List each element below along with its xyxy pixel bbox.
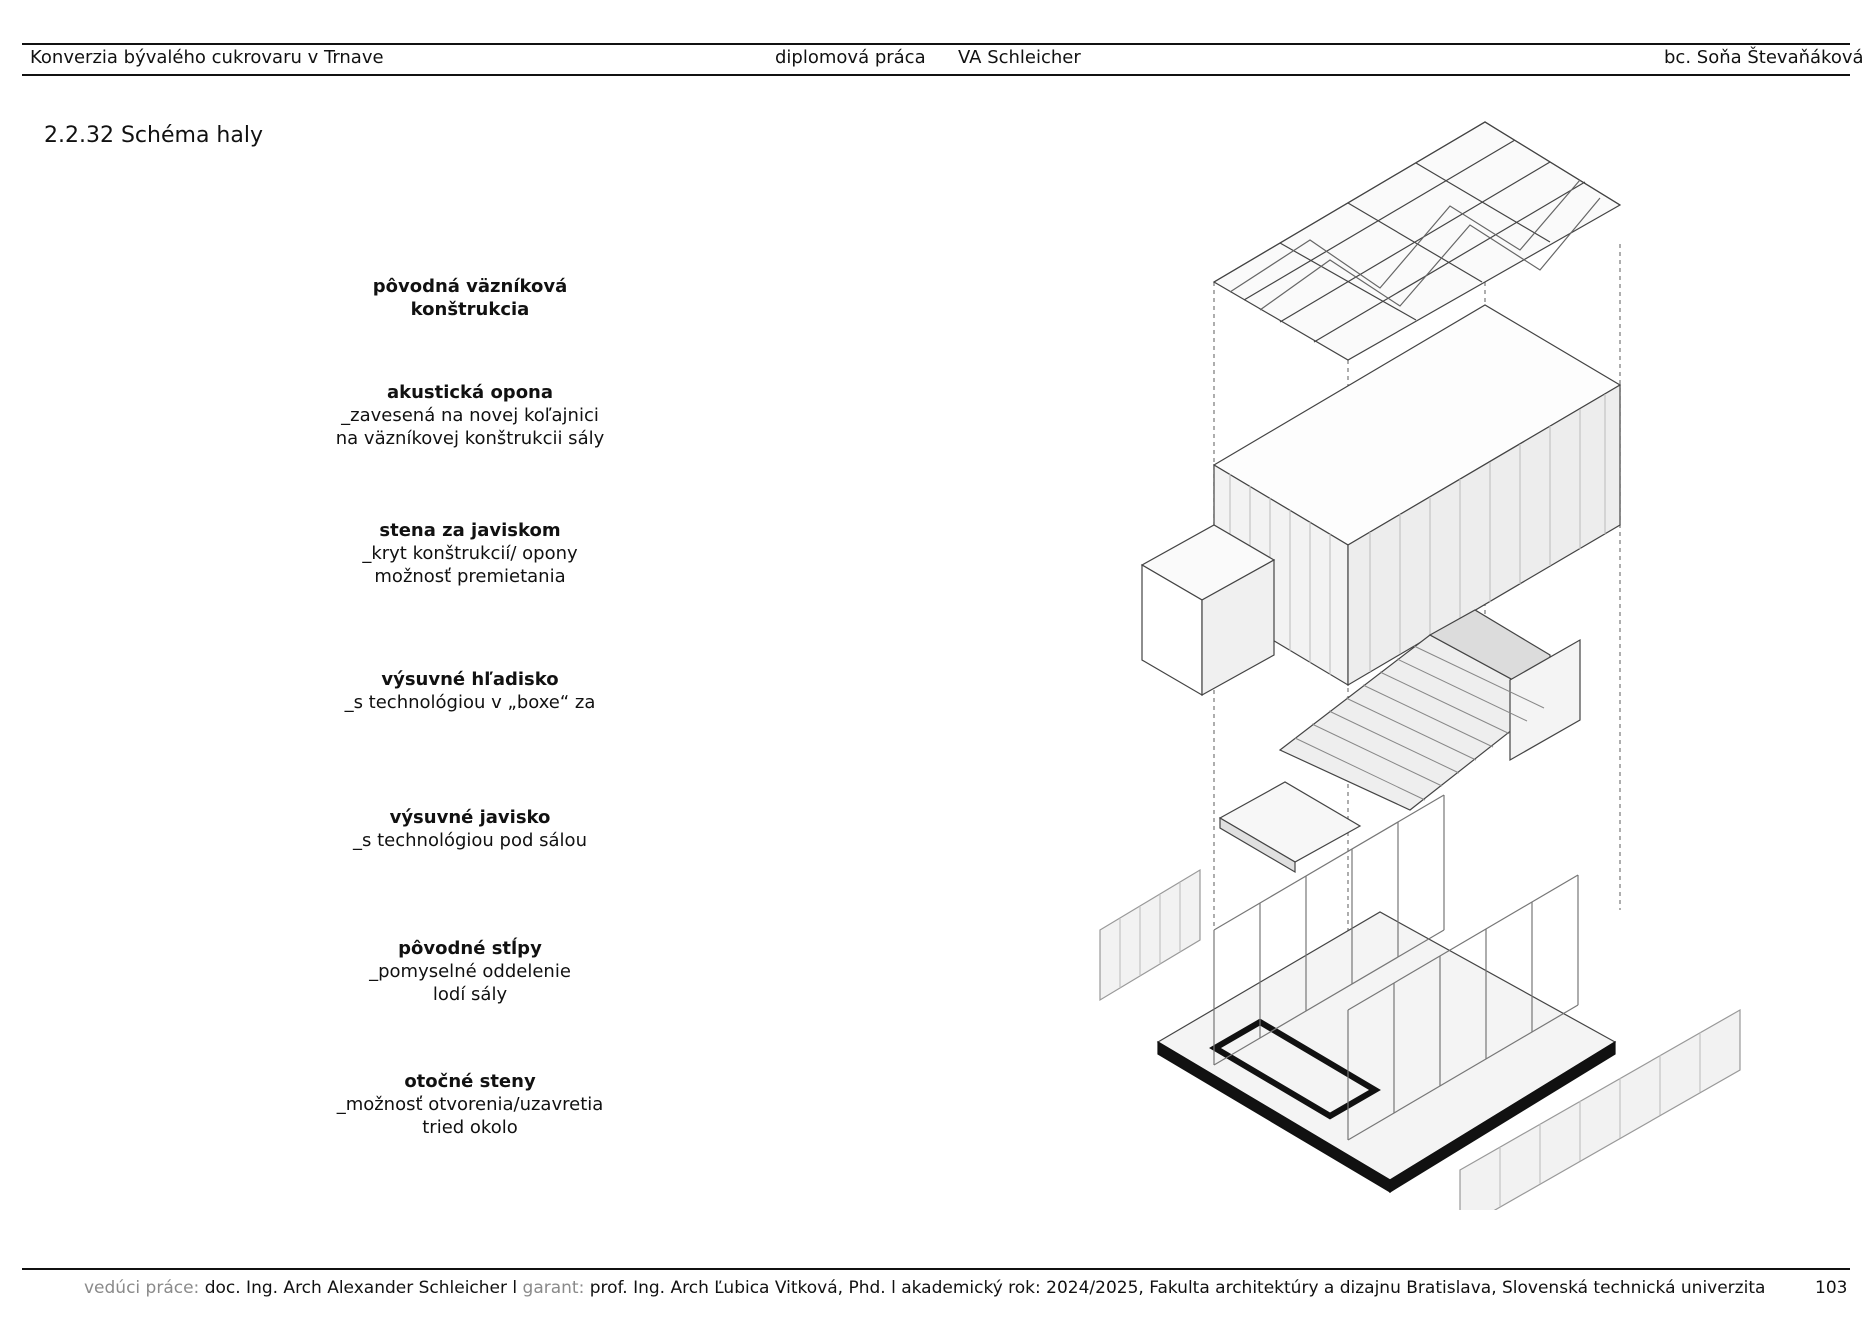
- label-title: stena za javiskom: [379, 520, 561, 541]
- label-line: lodí sály: [432, 984, 508, 1005]
- label-back-wall: [320, 519, 620, 588]
- back-wall: [1142, 525, 1274, 695]
- footer-supervisor: doc. Ing. Arch Alexander Schleicher l: [204, 1278, 523, 1298]
- footer-credits: [84, 1278, 1765, 1298]
- roof-truss: [1214, 122, 1620, 360]
- label-title: pôvodná väzníková konštrukcia: [372, 276, 568, 320]
- label-columns: [320, 937, 620, 1006]
- label-stage: [320, 806, 620, 852]
- label-title: pôvodné stĺpy: [398, 938, 542, 959]
- label-auditorium: [320, 668, 620, 714]
- label-line: _možnosť otvorenia/uzavretia: [336, 1094, 604, 1115]
- header-top-rule: [22, 43, 1850, 45]
- exploded-axonometric-diagram: [1080, 110, 1760, 1210]
- label-line: tried okolo: [422, 1117, 518, 1138]
- label-line: _zavesená na novej koľajnici: [341, 405, 599, 426]
- footer-guarantor-label: garant:: [522, 1278, 590, 1298]
- label-line: _s technológiou v „boxe“ za: [344, 692, 596, 713]
- header-author: bc. Soňa Števaňáková: [1664, 47, 1864, 68]
- label-title: výsuvné javisko: [389, 807, 551, 828]
- footer-supervisor-label: vedúci práce:: [84, 1278, 205, 1298]
- label-title: akustická opona: [386, 382, 554, 403]
- footer-guarantor: prof. Ing. Arch Ľubica Vitková, Phd. l akademický rok: 2024/2025, Fakulta architektúry a dizajnu Bratislava, Slovenská technická univerzita: [589, 1278, 1766, 1298]
- label-line: možnosť premietania: [374, 566, 566, 587]
- acoustic-curtain: [1214, 305, 1620, 685]
- label-line: _kryt konštrukcií/ opony: [362, 543, 578, 564]
- header-thesis-type: diplomová práca: [775, 47, 926, 68]
- label-truss: [320, 275, 620, 321]
- header-studio: VA Schleicher: [958, 47, 1081, 68]
- header-project-title: Konverzia bývalého cukrovaru v Trnave: [30, 47, 384, 68]
- page-number: 103: [1815, 1278, 1848, 1298]
- label-rotating-walls: [320, 1070, 620, 1139]
- label-line: _pomyselné oddelenie: [369, 961, 571, 982]
- label-title: otočné steny: [404, 1071, 536, 1092]
- label-line: _s technológiou pod sálou: [353, 830, 587, 851]
- label-title: výsuvné hľadisko: [381, 669, 559, 690]
- retractable-stage: [1220, 782, 1360, 872]
- label-line: na väzníkovej konštrukcii sály: [335, 428, 605, 449]
- footer-rule: [22, 1268, 1850, 1270]
- section-title: 2.2.32 Schéma haly: [44, 123, 263, 148]
- label-curtain: [320, 381, 620, 450]
- header-bottom-rule: [22, 74, 1850, 76]
